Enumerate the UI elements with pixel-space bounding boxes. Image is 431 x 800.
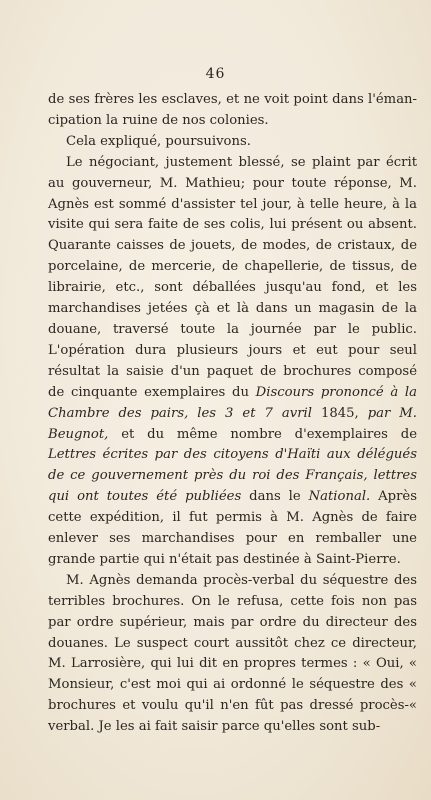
italic-text: par M. Beugnot,: [48, 405, 417, 442]
paragraph: [48, 153, 417, 571]
text-run: de ses frères les esclaves, et ne voit point dans l'éman-cipation la ruine de nos colonies.: [48, 92, 417, 128]
page-number: 46: [205, 66, 226, 82]
text-run: 1845,: [311, 405, 368, 421]
italic-text: Discours prononcé à la Chambre des pairs, les 3 et 7 avril: [48, 384, 417, 421]
text-run: dans le: [241, 489, 309, 505]
paragraph: [48, 571, 417, 738]
text-run: Le négociant, justement blessé, se plaint par écrit au gouverneur, M. Mathieu; pour toute réponse, M. Agnès est sommé d'assister tel jour, à telle heure, à la visite qui sera faite de ses colis, lui présent ou absent. Quarante caisses de jouets, de modes, de cristaux, de porcelaine, de mercerie, de chapellerie, de tissus, de librairie, etc., sont déballées jusqu'au fond, et les marchandises jetées çà et là dans un magasin de la douane, traversé toute la journée par le public. L'opération dura plusieurs jours et eut pour seul résultat la saisie d'un paquet de brochures composé de cinquante exemplaires du: [48, 154, 417, 400]
text-run: M. Agnès demanda procès-verbal du séquestre des terribles brochures. On le refusa, cette fois non pas par ordre supérieur, mais par ordre du directeur des douanes. Le suspect court aussitôt chez ce directeur, M. Larrosière, qui lui dit en propres termes : « Oui, « Monsieur, c'est moi qui ai ordonné le séquestre des « brochures et voulu qu'il n'en fût pas dressé procès-« verbal. Je les ai fait saisir parce qu'elles sont sub-: [48, 572, 417, 735]
text-run: Après cette expédition, il fut permis à M. Agnès de faire enlever ses marchandises pour en remballer une grande partie qui n'était pas destinée à Saint-Pierre.: [48, 489, 417, 567]
text-run: et du même nombre d'exemplaires de: [108, 426, 417, 442]
italic-text: National.: [308, 489, 371, 505]
body-text: [48, 90, 417, 738]
paragraph: [48, 132, 417, 153]
text-run: Cela expliqué, poursuivons.: [66, 133, 251, 149]
paragraph: [48, 90, 417, 132]
italic-text: Lettres écrites par des citoyens d'Haïti aux délégués de ce gouvernement près du roi des Français, lettres qui ont toutes été publiées: [48, 447, 417, 505]
